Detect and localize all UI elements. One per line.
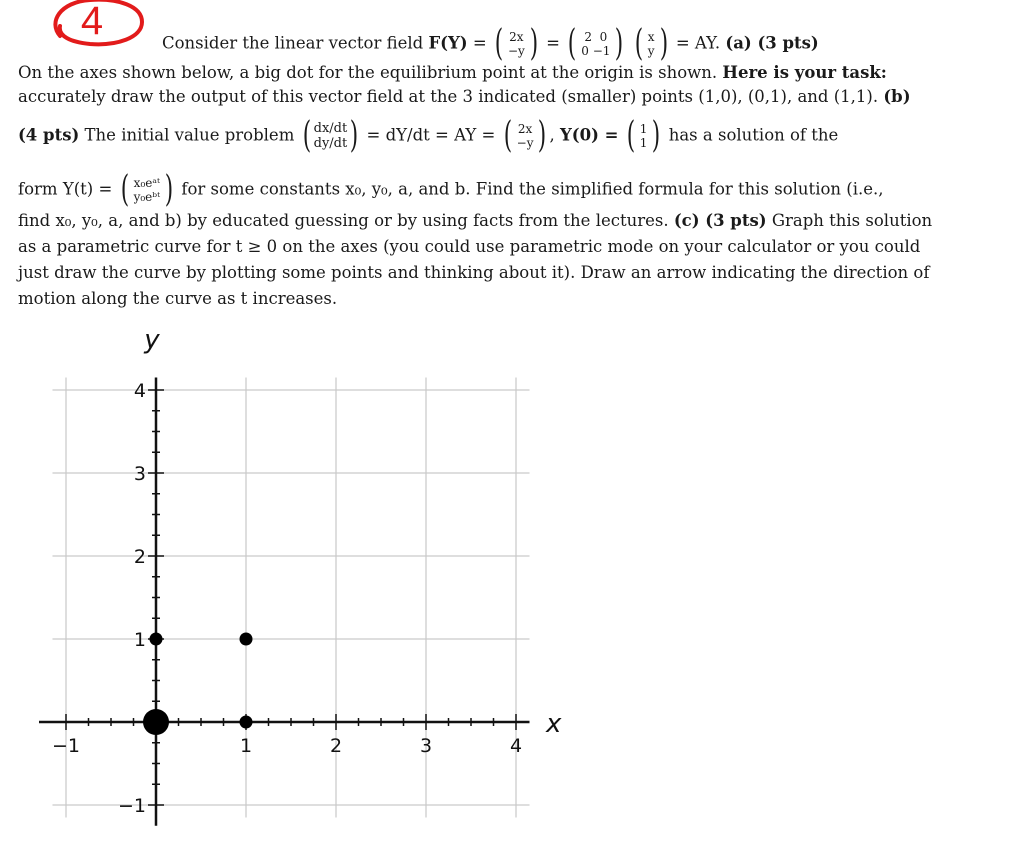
y-tick-label: 2 (133, 546, 146, 568)
x-tick-label: 2 (329, 735, 343, 757)
problem-line-4: (4 pts) The initial value problem ( dx/dt dy/dt) = dY/dt = AY = ( 2x −y ) , Y(0) = ( 1 1 ) has a solution of the (18, 115, 839, 156)
part-a-label: (a) (3 pts) (725, 33, 819, 53)
solution-vector: x₀eᵃᵗ y₀eᵇᵗ (133, 176, 161, 204)
vec-field: 2x −y (507, 30, 525, 58)
point-point-1-1 (240, 633, 253, 646)
problem-line-2: On the axes shown below, a big dot for the equilibrium point at the origin is shown. Here is your task: (18, 63, 887, 82)
problem-line-7: as a parametric curve for t ≥ 0 on the axes (you could use parametric mode on your calculator or you could (18, 237, 921, 256)
x-tick-label: 1 (239, 735, 253, 757)
x-tick-label: 3 (419, 735, 433, 757)
x-tick-label: 4 (509, 735, 523, 757)
grid (53, 378, 530, 818)
point-point-1-0 (240, 716, 253, 729)
y-tick-label: −1 (117, 795, 146, 817)
ticks (52, 380, 522, 817)
intro-text: Consider the linear vector field (162, 33, 424, 53)
question-number: 4 (80, 0, 104, 43)
point-point-0-1 (150, 633, 163, 646)
points (143, 633, 253, 736)
y-axis-label: y (144, 325, 160, 355)
x-axis-label: x (546, 709, 562, 739)
problem-line-1: Consider the linear vector field F(Y) = ( 2x −y ) = ( 2 0 0 −1 ) ( x y ) = AY. (a) (3 pts) (162, 23, 819, 64)
ivp-vector: dx/dt dy/dt (313, 121, 348, 151)
matrix-a: 2 0 0 −1 (581, 30, 611, 58)
part-c-label: (c) (3 pts) (673, 211, 767, 230)
problem-line-5: form Y(t) = ( x₀eᵃᵗ y₀eᵇᵗ ) for some constants x₀, y₀, a, and b. Find the simplified formula for this solution (i.e., (18, 169, 884, 210)
problem-line-8: just draw the curve by plotting some points and thinking about it). Draw an arrow indicating the direction of (18, 263, 930, 282)
y-tick-label: 4 (133, 380, 146, 402)
equals-ay: = AY. (675, 33, 721, 53)
y-tick-label: 3 (133, 463, 146, 485)
vec-xy: x y (647, 30, 655, 58)
task-label: Here is your task: (722, 63, 887, 82)
problem-line-3: accurately draw the output of this vector field at the 3 indicated (smaller) points (1,0), (0,1), and (1,1). (b) (18, 87, 911, 106)
y0-vector: 1 1 (639, 122, 648, 150)
x-tick-label: −1 (51, 735, 81, 757)
field-label: F(Y) (428, 33, 468, 53)
y-tick-label: 1 (133, 629, 146, 651)
axes (39, 378, 530, 826)
problem-line-6: find x₀, y₀, a, and b) by educated guessing or by using facts from the lectures. (c) (3 pts) Graph this solution (18, 211, 933, 230)
problem-line-9: motion along the curve as t increases. (18, 289, 338, 308)
axes-graph (0, 320, 1024, 846)
part-b-label: (b) (883, 87, 911, 106)
point-equilibrium (143, 709, 169, 735)
